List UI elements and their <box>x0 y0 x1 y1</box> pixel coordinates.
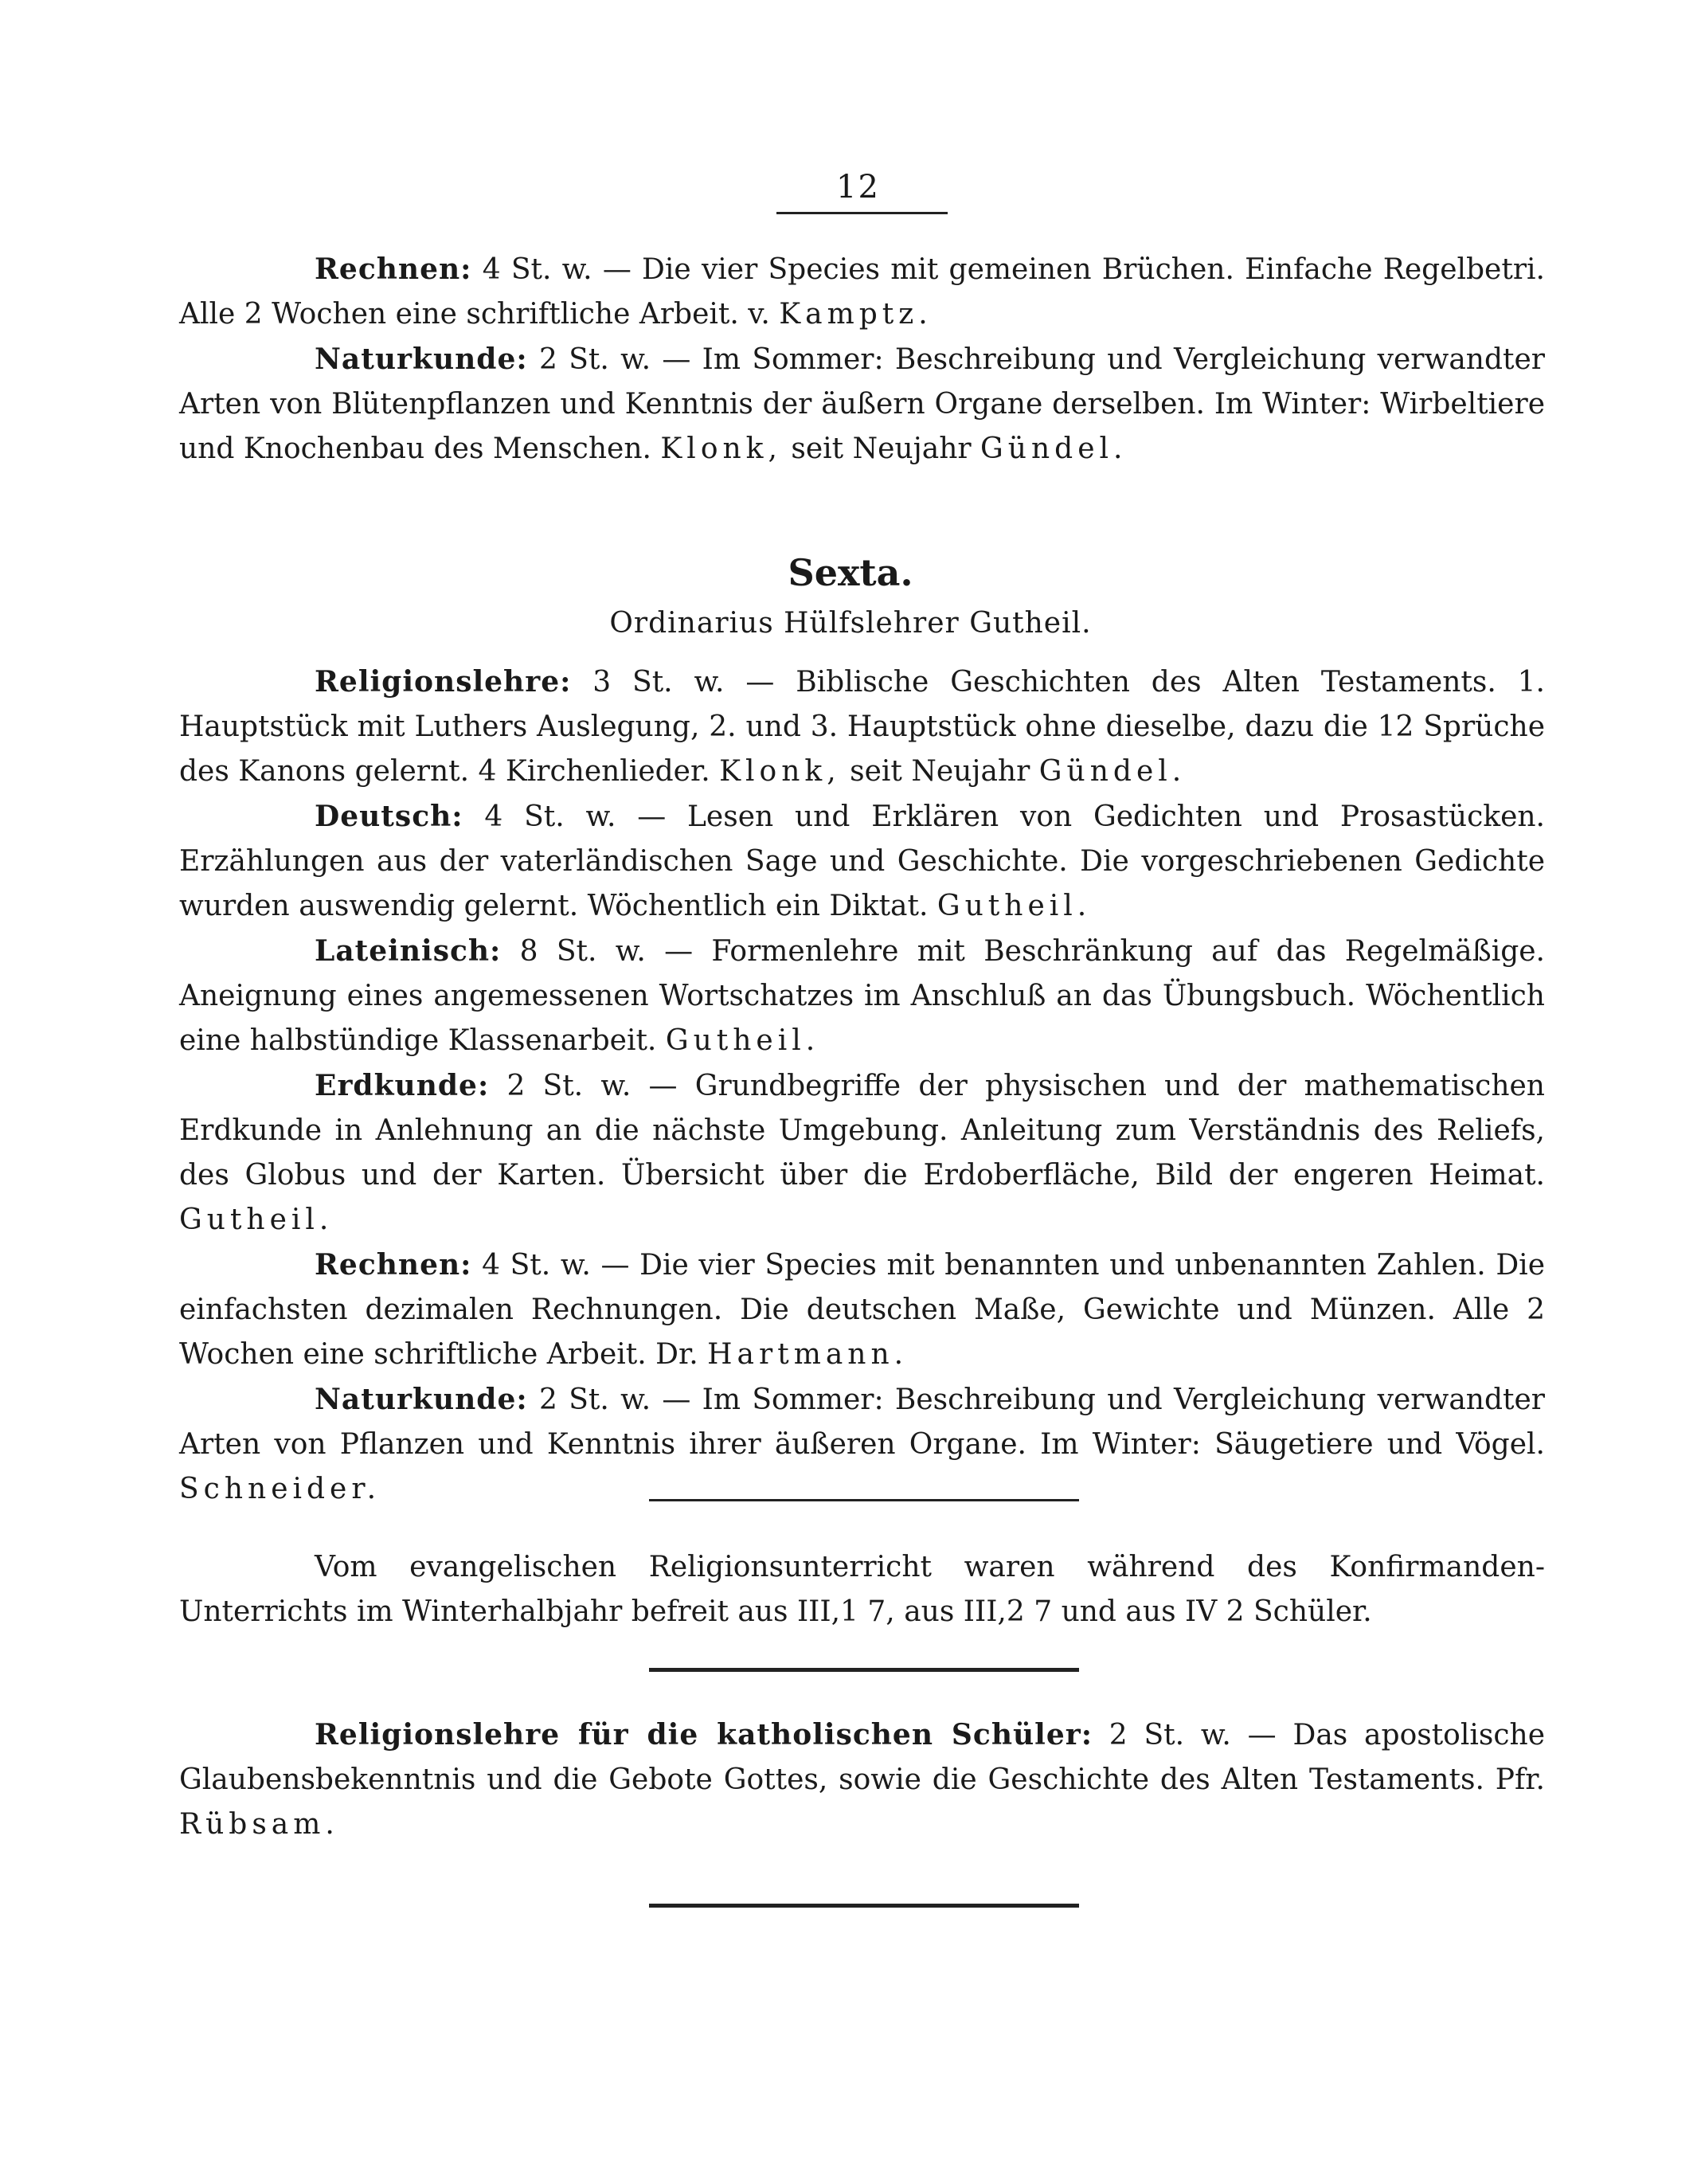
teacher-name: Gündel. <box>980 432 1128 465</box>
teacher-name: Gutheil. <box>179 1204 334 1236</box>
teacher-name: Klonk, <box>660 432 782 465</box>
paragraph-deutsch <box>179 794 1545 929</box>
subject-label: Deutsch: <box>315 800 463 833</box>
ordinarius-line: Ordinarius Hülfslehrer Gutheil. <box>609 607 1092 640</box>
paragraph-text: seit Neujahr <box>781 432 981 465</box>
section-divider <box>649 1668 1079 1672</box>
paragraph-text: 2 St. w. — Im Sommer: Beschreibung und Vergleichung verwandter Arten von Blütenpflanzen und Kenntnis der äußern Organe derselben. Im Winter: Wirbeltiere und Knochenbau des Menschen. <box>179 343 1545 465</box>
teacher-name: Klonk, <box>719 755 841 788</box>
paragraph-religionslehre <box>179 660 1545 794</box>
paragraph-text: 3 St. w. — Biblische Geschichten des Alten Testaments. 1. Hauptstück mit Luthers Auslegung, 2. und 3. Hauptstück ohne dieselbe, dazu die 12 Sprüche des Kanons gelernt. 4 Kirchenlieder. <box>179 666 1545 788</box>
section-heading-sexta: Sexta. <box>788 551 913 594</box>
teacher-name: Gutheil. <box>665 1024 820 1057</box>
teacher-name: Gutheil. <box>937 890 1092 922</box>
section-divider <box>649 1904 1079 1908</box>
subject-label: Erdkunde: <box>315 1069 490 1102</box>
note-block <box>179 1545 1545 1634</box>
previous-class-block <box>179 247 1545 472</box>
subject-label: Lateinisch: <box>315 934 502 968</box>
teacher-name: Rübsam. <box>179 1808 339 1841</box>
subject-label: Religionslehre: <box>315 665 572 699</box>
paragraph-text: 2 St. w. — Grundbegriffe der physischen und der mathematischen Erdkunde in Anlehnung an die nächste Umgebung. Anleitung zum Verständnis des Reliefs, des Globus und der Karten. Übersicht über die Erdoberfläche, Bild der engeren Heimat. <box>179 1070 1545 1192</box>
paragraph-lateinisch <box>179 929 1545 1063</box>
paragraph-rechnen <box>179 1243 1545 1377</box>
teacher-name: Hartmann. <box>707 1338 909 1371</box>
paragraph-note: Vom evangelischen Religionsunterricht waren während des Konfirmanden-Unterrichts im Winterhalbjahr befreit aus III,1 7, aus III,2 7 und aus IV 2 Schüler. <box>179 1551 1545 1628</box>
paragraph-text: 4 St. w. — Die vier Species mit gemeinen Brüchen. Einfache Regelbetri. Alle 2 Wochen eine schriftliche Arbeit. v. <box>179 253 1545 331</box>
subject-label: Naturkunde: <box>315 342 528 376</box>
subject-label: Naturkunde: <box>315 1383 528 1416</box>
sexta-block <box>179 660 1545 1512</box>
paragraph-rechnen-prev <box>179 247 1545 337</box>
catholic-block <box>179 1712 1545 1847</box>
teacher-name: Schneider. <box>179 1473 381 1505</box>
page-number-rule <box>776 212 948 214</box>
paragraph-naturkunde-prev <box>179 337 1545 472</box>
page-number: 12 <box>836 169 880 205</box>
paragraph-catholic-religion <box>179 1712 1545 1847</box>
paragraph-erdkunde <box>179 1063 1545 1243</box>
paragraph-naturkunde <box>179 1377 1545 1512</box>
subject-label: Religionslehre für die katholischen Schüler: <box>315 1718 1093 1752</box>
paragraph-text: 8 St. w. — Formenlehre mit Beschränkung auf das Regelmäßige. Aneignung eines angemessenen Wortschatzes im Anschluß an das Übungsbuch. Wöchentlich eine halbstündige Klassenarbeit. <box>179 935 1545 1057</box>
paragraph-text: 2 St. w. — Das apostolische Glaubensbekenntnis und die Gebote Gottes, sowie die Geschichte des Alten Testaments. Pfr. <box>179 1719 1546 1796</box>
subject-label: Rechnen: <box>315 1248 472 1282</box>
paragraph-text: 2 St. w. — Im Sommer: Beschreibung und Vergleichung verwandter Arten von Pflanzen und Kenntnis ihrer äußeren Organe. Im Winter: Säugetiere und Vögel. <box>179 1384 1545 1461</box>
paragraph-text: 4 St. w. — Die vier Species mit benannten und unbenannten Zahlen. Die einfachsten dezimalen Rechnungen. Die deutschen Maße, Gewichte und Münzen. Alle 2 Wochen eine schriftliche Arbeit. Dr. <box>179 1249 1545 1371</box>
paragraph-text: seit Neujahr <box>840 755 1039 788</box>
teacher-name: Kamptz. <box>779 298 933 331</box>
subject-label: Rechnen: <box>315 252 472 286</box>
section-divider <box>649 1499 1079 1501</box>
paragraph-text: 4 St. w. — Lesen und Erklären von Gedichten und Prosastücken. Erzählungen aus der vaterländischen Sage und Geschichte. Die vorgeschriebenen Gedichte wurden auswendig gelernt. Wöchentlich ein Diktat. <box>179 800 1545 922</box>
teacher-name: Gündel. <box>1038 755 1187 788</box>
